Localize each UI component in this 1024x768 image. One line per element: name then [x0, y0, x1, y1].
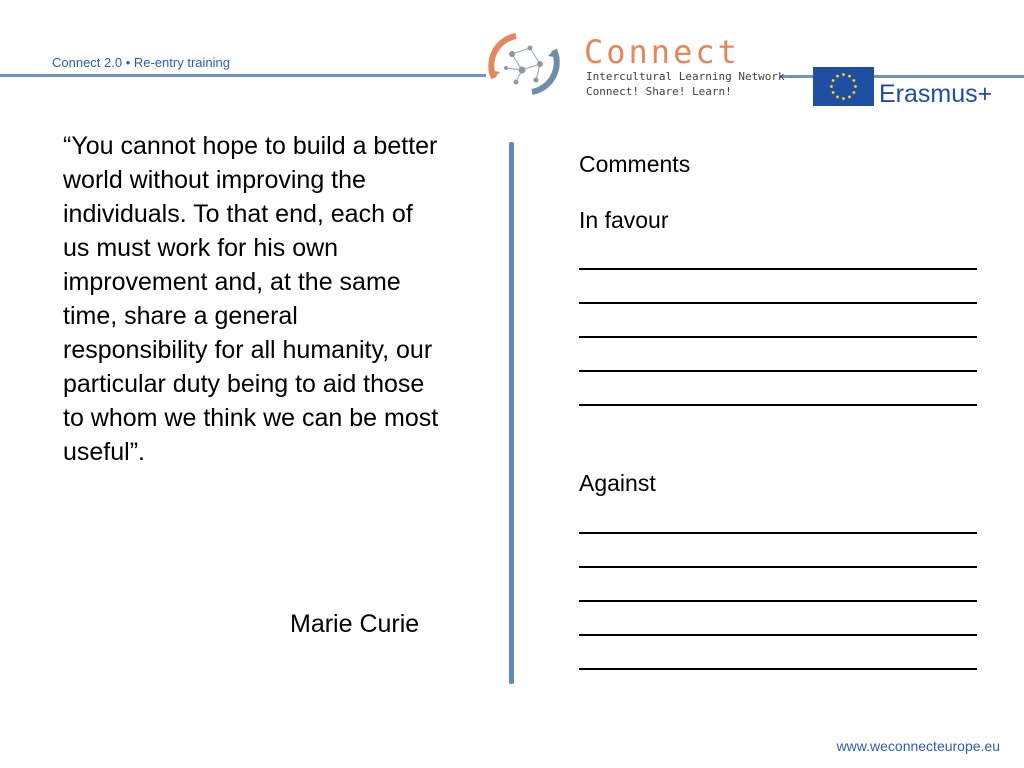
blank-line — [579, 636, 977, 670]
blank-line — [579, 338, 977, 372]
blank-line — [579, 534, 977, 568]
footer-website-link[interactable]: www.weconnecteurope.eu — [836, 738, 1000, 754]
blank-line — [579, 236, 977, 270]
eu-star-icon — [836, 95, 839, 98]
quote-author: Marie Curie — [290, 610, 420, 638]
eu-star-icon — [832, 91, 835, 94]
blank-line — [579, 372, 977, 406]
against-label: Against — [579, 470, 656, 496]
blank-line — [579, 500, 977, 534]
eu-star-icon — [854, 85, 857, 88]
in-favour-label: In favour — [579, 207, 669, 233]
eu-star-icon — [836, 75, 839, 78]
eu-star-icon — [848, 95, 851, 98]
breadcrumb: Connect 2.0 • Re-entry training — [52, 55, 230, 70]
eu-star-icon — [842, 97, 845, 100]
quote-text: “You cannot hope to build a better world without improving the individuals. To that end, each of us must work for his own improvement and, at the same time, share a general responsibility for all humanity, our particular duty being to aid those to whom we think we can be most useful”. — [63, 132, 439, 466]
comments-heading: Comments — [579, 151, 691, 177]
header-rule-left — [0, 74, 486, 77]
connect-logo-tagline: Connect! Share! Learn! — [586, 85, 732, 98]
eu-star-icon — [848, 75, 851, 78]
eu-star-icon — [830, 85, 833, 88]
eu-star-icon — [852, 79, 855, 82]
connect-network-logo-icon — [486, 30, 562, 98]
eu-star-icon — [852, 91, 855, 94]
eu-star-icon — [832, 79, 835, 82]
against-blank-lines — [579, 500, 979, 670]
blank-line — [579, 270, 977, 304]
blank-line — [579, 304, 977, 338]
eu-star-icon — [842, 73, 845, 76]
blank-line — [579, 568, 977, 602]
connect-logo-title: Connect — [584, 33, 740, 71]
blank-line — [579, 602, 977, 636]
connect-logo-subtitle: Intercultural Learning Network — [586, 70, 785, 83]
erasmus-plus-logo: Erasmus+ — [879, 80, 993, 108]
eu-flag-icon — [813, 67, 874, 106]
column-divider — [509, 142, 514, 684]
in-favour-blank-lines — [579, 236, 979, 406]
